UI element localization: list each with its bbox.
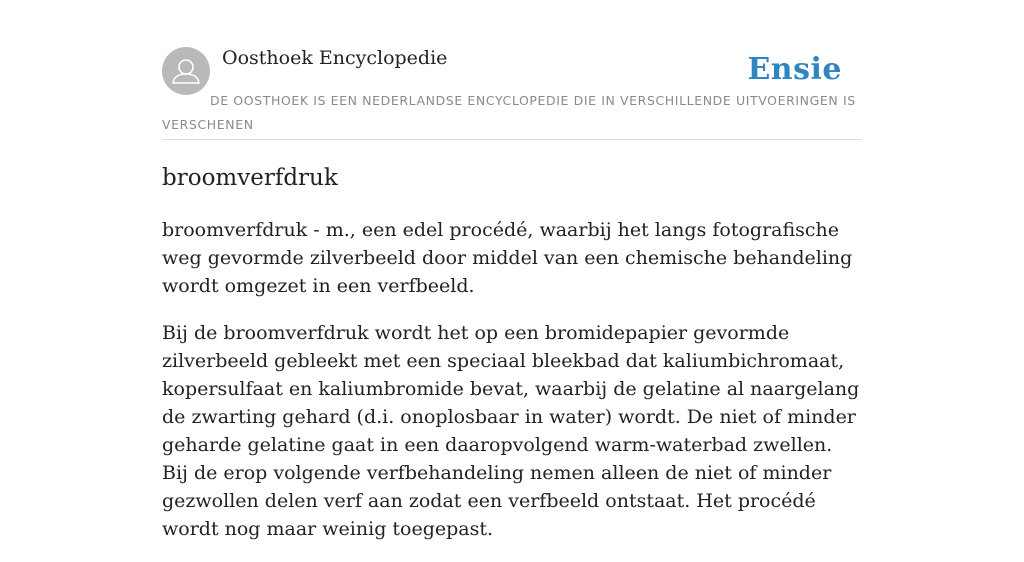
article-paragraph: broomverfdruk - m., een edel procédé, waarbij het langs fotografische weg gevormde zilverbeeld door middel van een chemische behandeling wordt omgezet in een verfbeeld. — [162, 219, 853, 297]
article-paragraph: Bij de broomverfdruk wordt het op een bromidepapier gevormde zilverbeeld gebleekt met een speciaal bleekbad dat kaliumbichromaat, kopersulfaat en kaliumbromide bevat, waarbij de gelatine al naargelang de zwarting gehard (d.i. onoplosbaar in water) wordt. De niet of minder geharde gelatine gaat in een daaropvolgend warm-waterbad zwellen. Bij de erop volgende verfbehandeling nemen alleen de niet of minder gezwollen delen verf aan zodat een verfbeeld ontstaat. Het procédé wordt nog maar weinig toegepast. — [162, 322, 860, 540]
site-name[interactable]: Oosthoek Encyclopedie — [222, 47, 448, 69]
article-body — [162, 216, 862, 562]
header-divider — [162, 139, 862, 140]
site-tagline: DE OOSTHOEK IS EEN NEDERLANDSE ENCYCLOPEDIE DIE IN VERSCHILLENDE UITVOERINGEN IS VERSCHENEN — [162, 93, 856, 132]
brand-logo[interactable]: Ensie — [747, 52, 842, 87]
article-title: broomverfdruk — [162, 165, 338, 191]
user-avatar-icon[interactable] — [162, 47, 210, 95]
